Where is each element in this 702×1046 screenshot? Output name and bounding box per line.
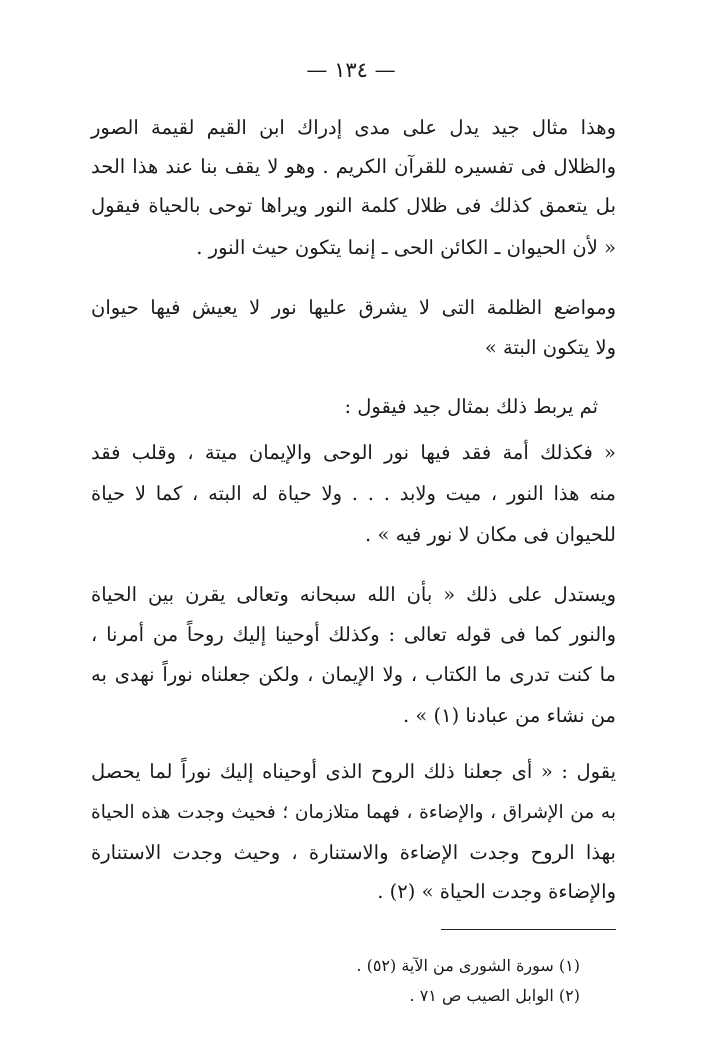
- paragraph-2-line-2: ولا يتكون البتة »: [484, 336, 616, 359]
- paragraph-1-line-1: وهذا مثال جيد يدل على مدى إدراك ابن القيم لقيمة الصور: [91, 116, 616, 139]
- paragraph-6-line-2: به من الإشراق ، والإضاءة ، فهما متلازمان ؛ فحيث وجدت هذه الحياة: [91, 802, 616, 823]
- paragraph-5-line-4: من نشاء من عبادنا (١) » .: [402, 704, 616, 727]
- paragraph-1-line-3: بل يتعمق كذلك فى ظلال كلمة النور ويراها توحى بالحياة فيقول: [91, 194, 616, 217]
- paragraph-1-line-2: والظلال فى تفسيره للقرآن الكريم . وهو لا يقف بنا عند هذا الحد: [91, 155, 616, 178]
- footnote-2: (٢) الوابل الصيب ص ٧١ .: [409, 986, 580, 1005]
- paragraph-4-line-2: منه هذا النور ، ميت ولابد . . . ولا حياة له البته ، كما لا حياة: [91, 482, 616, 505]
- paragraph-5-line-1: ويستدل على ذلك « بأن الله سبحانه وتعالى يقرن بين الحياة: [91, 583, 616, 606]
- paragraph-1-line-4: « لأن الحيوان ـ الكائن الحى ـ إنما يتكون حيث النور .: [196, 236, 616, 259]
- paragraph-3-line-1: ثم يربط ذلك بمثال جيد فيقول :: [344, 395, 598, 418]
- paragraph-4-line-3: للحيوان فى مكان لا نور فيه » .: [365, 523, 616, 546]
- paragraph-6-line-4: والإضاءة وجدت الحياة » (٢) .: [377, 880, 616, 903]
- paragraph-4-line-1: « فكذلك أمة فقد فيها نور الوحى والإيمان ميتة ، وقلب فقد: [91, 441, 616, 464]
- footnote-1: (١) سورة الشورى من الآية (٥٢) .: [356, 956, 580, 975]
- footnote-separator: [441, 929, 616, 930]
- paragraph-5-line-2: والنور كما فى قوله تعالى : وكذلك أوحينا إليك روحاً من أمرنا ،: [91, 623, 616, 646]
- paragraph-5-line-3: ما كنت تدرى ما الكتاب ، ولا الإيمان ، ولكن جعلناه نوراً نهدى به: [91, 663, 616, 686]
- paragraph-6-line-3: بهذا الروح وجدت الإضاءة والاستنارة ، وحيث وجدت الاستنارة: [91, 841, 616, 864]
- paragraph-6-line-1: يقول : « أى جعلنا ذلك الروح الذى أوحيناه إليك نوراً لما يحصل: [91, 760, 616, 783]
- page-number: — ١٣٤ —: [306, 58, 396, 82]
- paragraph-2-line-1: ومواضع الظلمة التى لا يشرق عليها نور لا يعيش فيها حيوان: [91, 296, 616, 319]
